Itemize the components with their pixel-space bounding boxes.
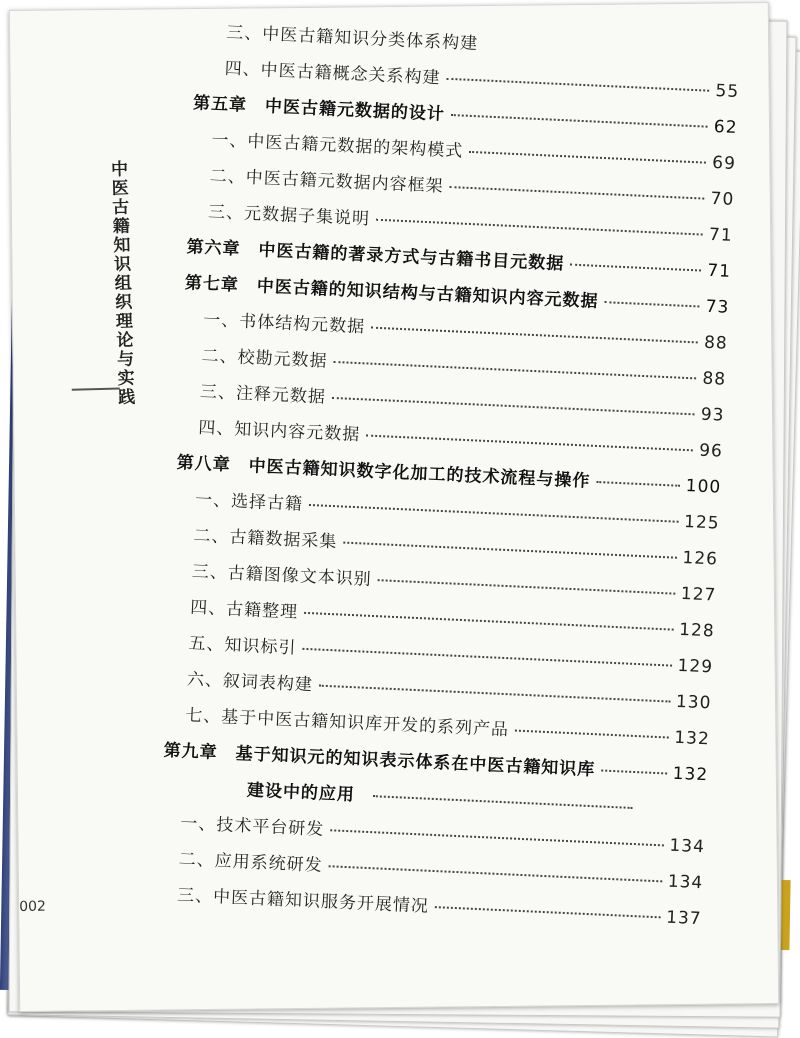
toc-entry-title: 三、元数据子集说明 <box>207 202 371 230</box>
dot-leader <box>435 906 660 918</box>
toc-entry-title: 三、中医古籍知识服务开展情况 <box>176 885 430 917</box>
dot-leader <box>449 186 704 200</box>
toc-entry-page: 129 <box>677 655 714 678</box>
dot-leader <box>376 219 703 236</box>
toc-entry-page: 88 <box>703 332 729 354</box>
dot-leader <box>446 78 709 92</box>
toc-continuation-text: 建设中的应用 <box>246 780 356 806</box>
toc-entry-title: 三、古籍图像文本识别 <box>191 561 373 590</box>
toc-entry-page: 126 <box>682 547 719 570</box>
dot-leader <box>330 829 663 846</box>
toc-chapter-continuation <box>247 775 634 817</box>
toc-entry-title: 五、知识标引 <box>188 633 297 659</box>
dot-leader <box>601 770 667 775</box>
toc-entry-page: 125 <box>683 512 721 534</box>
dot-leader <box>371 327 698 344</box>
dot-leader <box>378 579 675 594</box>
toc-entry-page: 137 <box>665 907 703 930</box>
dot-leader <box>333 361 696 379</box>
toc-entry-title: 一、中医古籍元数据的架构模式 <box>210 130 464 162</box>
toc-entry-title: 第七章 中医古籍的知识结构与古籍知识内容元数据 <box>184 273 599 312</box>
dot-leader <box>309 504 678 523</box>
page-number: 002 <box>19 898 46 915</box>
dot-leader <box>329 865 662 882</box>
toc-entry-page: 132 <box>673 727 711 750</box>
toc-entry-page: 127 <box>680 583 717 606</box>
toc-entry-page: 134 <box>668 835 706 858</box>
toc-entry-page: 62 <box>713 116 738 139</box>
toc-entry-page: 55 <box>715 80 740 103</box>
toc-entry-title: 四、中医古籍概念关系构建 <box>224 58 441 89</box>
toc-entry-page: 88 <box>702 368 727 390</box>
toc-entry-title: 第六章 中医古籍的著录方式与古籍书目元数据 <box>186 237 565 275</box>
toc-entry-title: 四、古籍整理 <box>189 597 299 623</box>
toc-entry-title: 六、叙词表构建 <box>186 669 314 696</box>
toc-entry-title: 三、注释元数据 <box>199 381 327 408</box>
toc-entry-title: 二、古籍数据采集 <box>193 525 338 553</box>
toc-entry-title: 二、中医古籍元数据内容框架 <box>209 166 444 197</box>
toc-entry-page: 73 <box>705 296 730 318</box>
toc-entry-page: 70 <box>710 188 735 210</box>
toc-entry-title: 一、书体结构元数据 <box>202 309 366 338</box>
dot-leader <box>604 301 699 307</box>
toc-entry-page: 134 <box>667 871 704 894</box>
toc-entry-title: 四、知识内容元数据 <box>197 417 361 446</box>
toc-entry-title: 第九章 基于知识元的知识表示体系在中医古籍知识库 <box>163 740 596 781</box>
toc-entry-page: 132 <box>672 763 709 786</box>
dot-leader <box>304 612 673 631</box>
toc-entry-title: 一、技术平台研发 <box>179 813 325 840</box>
toc-entry-title: 第八章 中医古籍知识数字化加工的技术流程与操作 <box>176 452 591 492</box>
toc-page <box>9 2 779 1012</box>
running-head-title: 中医古籍知识组织理论与实践 <box>106 159 135 408</box>
toc-entry-title: 七、基于中医古籍知识库开发的系列产品 <box>184 705 510 741</box>
dot-leader <box>570 264 701 272</box>
dot-leader <box>373 795 633 809</box>
dot-leader <box>332 397 695 415</box>
toc-entry-page: 93 <box>700 404 725 426</box>
toc-entry-page: 71 <box>708 224 734 246</box>
dot-leader <box>451 114 708 128</box>
toc-entry-title: 一、选择古籍 <box>194 489 304 515</box>
toc-entry-title: 二、校勘元数据 <box>201 345 328 372</box>
dot-leader <box>596 481 680 487</box>
dot-leader <box>302 648 671 667</box>
toc-entry-page: 128 <box>678 619 716 642</box>
toc-entry-title: 第五章 中医古籍元数据的设计 <box>192 93 446 125</box>
dot-leader <box>515 730 668 739</box>
toc-entry-page: 100 <box>685 476 722 498</box>
toc-entry-page: 69 <box>711 152 737 174</box>
table-of-contents <box>9 2 779 1012</box>
toc-entry-page: 96 <box>698 440 724 462</box>
dot-leader <box>343 542 676 559</box>
toc-entry-page: 71 <box>706 260 732 282</box>
toc-entry-page: 130 <box>675 691 712 714</box>
dot-leader <box>469 151 706 164</box>
dot-leader <box>319 685 670 703</box>
toc-entry-title: 二、应用系统研发 <box>178 849 324 876</box>
dot-leader <box>366 434 693 451</box>
toc-entry-title: 三、中医古籍知识分类体系构建 <box>225 22 479 55</box>
